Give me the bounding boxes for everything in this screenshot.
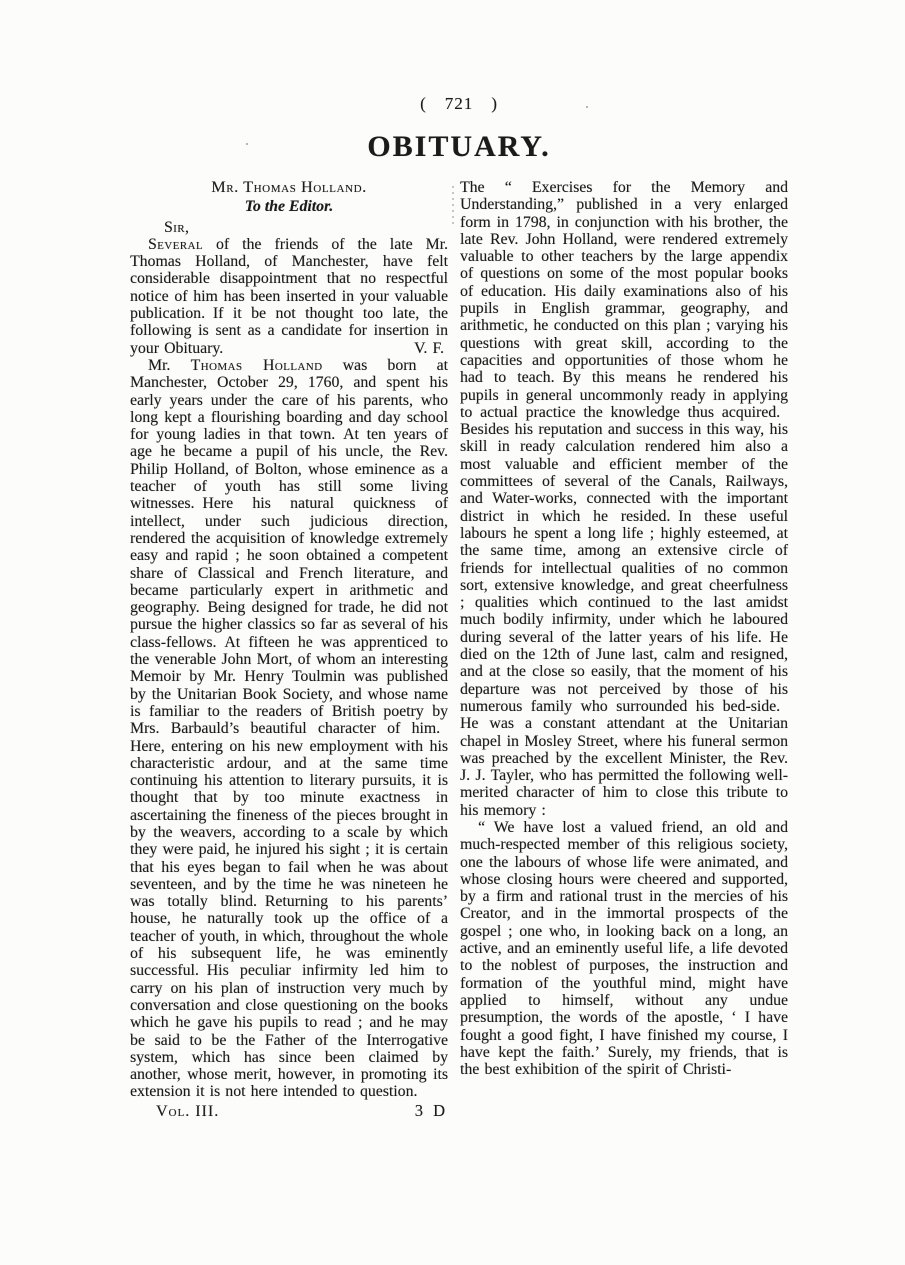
scan-artifact-dot (586, 106, 588, 108)
biography-body-text: was born at Manchester, October 29, 1760, and spent his early years under the care of his parents, who long kept a flourishing boarding and day school for young ladies in that town. At ten years of age he became a pupil of his uncle, the Rev. Philip Holland, of Bolton, whose eminence as a teacher of youth has still some living witnesses. Here his natural quickness of intellect, under such judicious direction, rendered the acquisition of knowledge extremely easy and rapid ; he soon obtained a competent share of Classical and French literature, and became particularly expert in arithmetic and geography. Being designed for trade, he did not pursue the higher classics so far as several of his class-fellows. At fifteen he was apprenticed to the venerable John Mort, of whom an interesting Memoir by Mr. Henry Toulmin was published by the Unitarian Book Society, and whose name is familiar to the readers of British poetry by Mrs. Barbauld’s beautiful character of him. Here, entering on his new employment with his characteristic ardour, and at the same time continuing his attention to literary pursuits, it is thought that by too minute exactness in ascertaining the fineness of the pieces brought in by the weavers, according to a scale by which they were paid, he injured his sight ; it is certain that his eyes began to fail when he was about seventeen, and by the time he was nineteen he was totally blind. Returning to his parents’ house, he naturally took up the office of a teacher of youth, in which, throughout the whole of his subsequent life, he was eminently successful. His peculiar infirmity led him to carry on his plan of instruction very much by conversation and close questioning on the books which he gave his pupils to read ; and he may be said to be the Father of the Interrogative system, which has since been claimed by another, whose merit, however, in promoting its extension it is not here intended to question. (130, 356, 448, 1101)
continuation-paragraph: The “ Exercises for the Memory and Understanding,” published in a very enlarged form in 1798, in conjunction with his brother, the late Rev. John Holland, were rendered extremely valuable to other teachers by the large appendix of questions on some of the most popular books of education. His daily examinations also of his pupils in English grammar, geography, and arithmetic, he conducted on this plan ; varying his questions with great skill, according to the capacities and opportunities of those whom he had to teach. By this means he rendered his pupils in general uncommonly ready in applying to actual practice the knowledge thus acquired. Besides his reputation and success in this way, his skill in ready calculation rendered him also a most valuable and efficient member of the committees of several of the Canals, Railways, and Water-works, connected with the important district in which he resided. In these useful labours he spent a long life ; highly esteemed, at the same time, among an extensive circle of friends for intellectual qualities of no common sort, extensive knowledge, and great cheerfulness ; qualities which continued to the last amidst much bodily infirmity, under which he laboured during several of the latter years of his life. He died on the 12th of June last, calm and resigned, and at the close so easily, that the moment of his departure was not perceived by those of his numerous family who surrounded his bed-side. He was a constant attendant at the Unitarian chapel in Mosley Street, where his funeral sermon was preached by the excellent Minister, the Rev. J. J. Tayler, who has permitted the following well-merited character of him to close this tribute to his memory : (460, 179, 788, 819)
right-column (460, 179, 788, 1120)
letter-lead-word: Several (148, 235, 203, 253)
left-column (130, 179, 448, 1120)
article-heading: Mr. Thomas Holland. (211, 178, 367, 196)
editor-address-line: To the Editor. (244, 198, 334, 216)
scan-artifact-dot (246, 143, 248, 145)
volume-label: Vol. III. (156, 1102, 220, 1120)
page-number: ( 721 ) (420, 94, 498, 113)
letter-signature: V. F. (414, 339, 444, 357)
letter-paragraph (130, 236, 448, 357)
page-footer-row (130, 1102, 448, 1120)
printer-signature-mark: 3 D (414, 1100, 448, 1120)
biography-subject-name: Thomas Holland (190, 356, 323, 374)
letter-body-text: of the friends of the late Mr. Thomas Holland, of Manchester, have felt considerable disappointment that no respectful notice of him has been inserted in your valuable publication. If it be not thought too late, the following is sent as a candidate for insertion in your Obituary. (130, 235, 448, 357)
biography-prefix: Mr. (148, 356, 191, 374)
tribute-quote-paragraph: “ We have lost a valued friend, an old and much-respected member of this religious society, one the labours of whose life were animated, and whose closing hours were cheered and supported, by a firm and rational trust in the mercies of his Creator, and in the immortal prospects of the gospel ; one who, in looking back on a long, an active, and an eminently useful life, a life devoted to the noblest of purposes, the instruction and formation of the youthful mind, might have applied to himself, without any undue presumption, the words of the apostle, ‘ I have fought a good fight, I have finished my course, I have kept the faith.’ Surely, my friends, that is the best exhibition of the spirit of Christi- (460, 818, 788, 1079)
page-title: OBITUARY. (367, 130, 551, 163)
salutation: Sir, (164, 218, 190, 236)
biography-paragraph (130, 357, 448, 1101)
two-column-layout (130, 179, 788, 1120)
